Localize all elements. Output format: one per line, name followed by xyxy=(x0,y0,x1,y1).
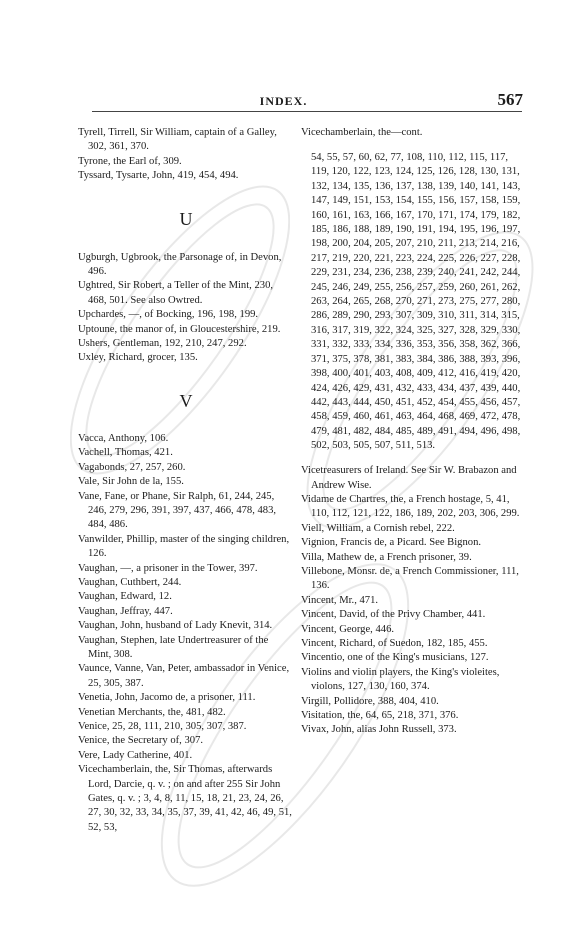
page-number: 567 xyxy=(497,90,523,109)
index-entry: Vanwilder, Phillip, master of the singing children, 126. xyxy=(78,533,290,560)
index-entry: Venetia, John, Jacomo de, a prisoner, 111. xyxy=(78,692,256,704)
header-rule xyxy=(92,111,522,112)
index-entry: Tyrell, Tirrell, Sir William, captain of a Galley, 302, 361, 370. xyxy=(78,127,277,153)
index-entry: Vaughan, —, a prisoner in the Tower, 397. xyxy=(78,562,258,574)
index-entry: Vincent, David, of the Privy Chamber, 441. xyxy=(301,609,486,621)
index-entry: Viell, William, a Cornish rebel, 222. xyxy=(301,522,455,534)
continued-page-numbers: 54, 55, 57, 60, 62, 77, 108, 110, 112, 115, 117, 119, 120, 122, 123, 124, 125, 126, 128, 130, 131, 132, 134, 135, 136, 137, 138, 139, 140, 141, 143, 147, 149, 151, 153, 154, 155, 156, 157, 158, 159, 160, 161, 163, 166, 167, 170, 171, 174, 179, 182, 185, 186, 188, 189, 190, 191, 194, 195, 196, 197, 198, 200, 204, 205, 207, 210, 211, 213, 214, 216, 217, 219, 220, 221, 223, 224, 225, 226, 227, 228, 229, 231, 234, 236, 238, 239, 240, 241, 242, 244, 245, 246, 249, 255, 256, 257, 259, 260, 261, 262, 263, 264, 265, 268, 270, 271, 273, 275, 277, 280, 286, 289, 290, 293, 307, 309, 310, 311, 314, 315, 316, 317, 319, 322, 324, 325, 327, 328, 329, 330, 331, 332, 333, 334, 336, 353, 356, 358, 362, 366, 371, 375, 378, 381, 383, 384, 386, 388, 393, 396, 398, 400, 401, 403, 408, 409, 412, 416, 419, 420, 424, 426, 429, 431, 432, 433, 434, 437, 439, 440, 442, 443, 444, 450, 451, 452, 454, 455, 456, 457, 458, 459, 460, 461, 463, 464, 468, 469, 472, 478, 479, 481, 482, 484, 485, 489, 491, 494, 496, 498, 502, 503, 505, 507, 511, 513. xyxy=(311,152,521,452)
index-entry: Vidame de Chartres, the, a French hostage, 5, 41, 110, 112, 121, 122, 186, 189, 202, 203, 306, 299. xyxy=(301,493,520,520)
index-entry: Vincent, Mr., 471. xyxy=(301,594,379,606)
index-entry: Vignion, Francis de, a Picard. See Bignon. xyxy=(301,537,482,549)
index-entry: Tyssard, Tysarte, John, 419, 454, 494. xyxy=(78,170,239,182)
index-entry: Venetian Merchants, the, 481, 482. xyxy=(78,706,226,718)
index-entry: Ughtred, Sir Robert, a Teller of the Mint, 230, 468, 501. See also Owtred. xyxy=(78,280,274,306)
entries-u xyxy=(78,251,294,366)
entries-v xyxy=(78,432,294,835)
letter-heading-v: V xyxy=(179,390,193,411)
page-header xyxy=(0,92,567,112)
continued-entry-heading: Vicechamberlain, the—cont. xyxy=(301,127,423,138)
index-entry: Vincent, Richard, of Suedon, 182, 185, 455. xyxy=(301,638,488,649)
index-entry: Vaughan, John, husband of Lady Knevit, 314. xyxy=(78,620,273,632)
index-entry: Vivax, John, alias John Russell, 373. xyxy=(301,724,457,736)
index-entry: Vaunce, Vanne, Van, Peter, ambassador in Venice, 25, 305, 387. xyxy=(78,663,290,689)
entries-right xyxy=(301,464,525,738)
index-entry: Vane, Fane, or Phane, Sir Ralph, 61, 244, 245, 246, 279, 296, 391, 397, 437, 466, 478, 483, 484, 486. xyxy=(78,490,277,531)
index-entry: Venice, 25, 28, 111, 210, 305, 307, 387. xyxy=(78,721,247,732)
index-entry: Vacca, Anthony, 106. xyxy=(78,432,169,444)
left-index-column xyxy=(78,126,294,835)
index-entry: Vale, Sir John de la, 155. xyxy=(78,476,184,488)
index-entry: Villebone, Monsr. de, a French Commissioner, 111, 136. xyxy=(301,565,519,592)
index-entry: Vagabonds, 27, 257, 260. xyxy=(78,461,186,473)
entries-t xyxy=(78,126,294,184)
letter-heading-u: U xyxy=(179,208,193,229)
index-entry: Uxley, Richard, grocer, 135. xyxy=(78,352,198,364)
index-entry: Ushers, Gentleman, 192, 210, 247, 292. xyxy=(78,338,247,350)
index-entry: Tyrone, the Earl of, 309. xyxy=(78,155,182,167)
index-entry: Vaughan, Cuthbert, 244. xyxy=(78,576,182,588)
index-entry: Visitation, the, 64, 65, 218, 371, 376. xyxy=(301,710,459,722)
right-index-column xyxy=(301,126,525,738)
index-entry: Vicechamberlain, the, Sir Thomas, afterwards Lord, Darcie, q. v. ; on and after 255 Sir John Gates, q. v. ; 3, 4, 8, 11, 15, 18, 21, 23, 24, 26, 27, 30, 32, 33, 34, 35, 37, 39, 41, 42, 46, 49, 51, 52, 53, xyxy=(78,764,292,833)
index-entry: Ugburgh, Ugbrook, the Parsonage of, in Devon, 496. xyxy=(78,251,282,278)
index-entry: Violins and violin players, the King's violeites, violons, 127, 130, 160, 374. xyxy=(301,666,500,693)
index-entry: Vincent, George, 446. xyxy=(301,623,395,635)
index-entry: Vaughan, Jeffray, 447. xyxy=(78,605,173,617)
index-entry: Villa, Mathew de, a French prisoner, 39. xyxy=(301,551,472,563)
index-entry: Uptoune, the manor of, in Gloucestershire, 219. xyxy=(78,323,281,335)
index-entry: Vere, Lady Catherine, 401. xyxy=(78,749,193,761)
index-entry: Upchardes, —, of Bocking, 196, 198, 199. xyxy=(78,309,259,321)
index-entry: Vaughan, Edward, 12. xyxy=(78,591,172,603)
index-entry: Virgill, Pollidore, 388, 404, 410. xyxy=(301,695,439,707)
index-entry: Venice, the Secretary of, 307. xyxy=(78,735,204,747)
index-entry: Vincentio, one of the King's musicians, 127. xyxy=(301,652,489,664)
index-entry: Vachell, Thomas, 421. xyxy=(78,447,173,459)
running-title: INDEX. xyxy=(259,94,308,108)
index-entry: Vicetreasurers of Ireland. See Sir W. Brabazon and Andrew Wise. xyxy=(301,465,517,491)
index-entry: Vaughan, Stephen, late Undertreasurer of the Mint, 308. xyxy=(78,634,269,660)
